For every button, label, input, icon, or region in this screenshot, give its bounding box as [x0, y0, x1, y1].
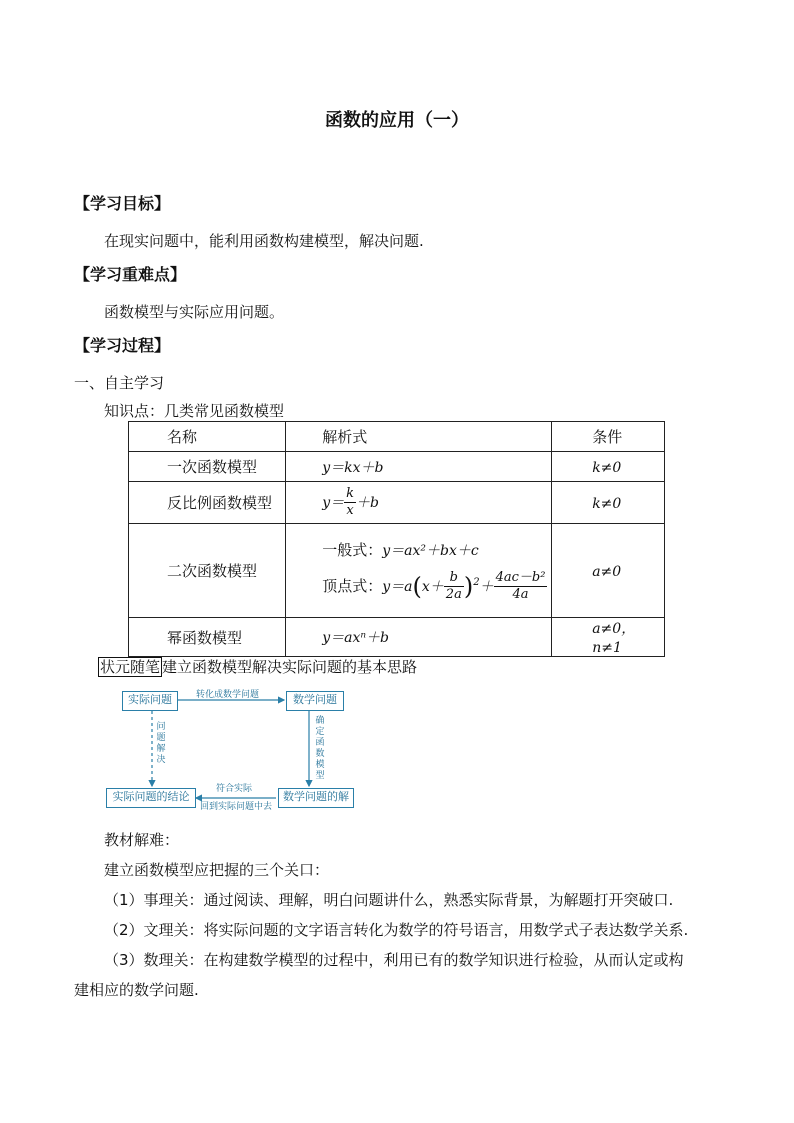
row-formula: y＝axⁿ＋b [322, 630, 390, 646]
fraction [444, 570, 464, 603]
row-condition: k≠0 [592, 459, 622, 476]
box-real-conclusion: 实际问题的结论 [106, 788, 196, 808]
fraction-numerator: 4ac－b² [495, 569, 546, 585]
vertex-prefix: y＝a [382, 578, 413, 595]
general-form-label: 一般式： [322, 540, 383, 559]
textbook-item-3-line-2: 建相应的数学问题. [74, 981, 199, 999]
textbook-item-1: （1）事理关：通过阅读、理解，明白问题讲什么，熟悉实际背景，为解题打开突破口. [104, 891, 674, 909]
page-title: 函数的应用（一） [325, 110, 469, 131]
fraction-numerator: k [346, 486, 355, 501]
fraction [344, 486, 356, 519]
note-text: 建立函数模型解决实际问题的基本思路 [162, 658, 418, 676]
plus-sign: ＋ [479, 578, 494, 595]
textbook-item-2: （2）文理关：将实际问题的文字语言转化为数学的符号语言，用数学式子表达数学关系. [104, 921, 689, 939]
row-name: 反比例函数模型 [129, 482, 286, 524]
row-condition: k≠0 [592, 495, 622, 512]
table-row [129, 452, 665, 482]
row-condition: a≠0 [592, 563, 622, 580]
textbook-intro: 建立函数模型应把握的三个关口： [104, 861, 330, 879]
box-real-problem: 实际问题 [122, 691, 178, 711]
process-heading: 【学习过程】 [74, 336, 171, 355]
fraction-denominator: 4a [512, 586, 529, 602]
textbook-item-3-line-1: （3）数理关：在构建数学模型的过程中，利用已有的数学知识进行检验，从而认定或构 [104, 951, 684, 969]
box-math-problem: 数学问题 [286, 691, 344, 711]
label-arrow-top: 转化成数学问题 [196, 690, 260, 700]
formula-prefix: y＝ [322, 495, 345, 511]
header-condition: 条件 [552, 422, 665, 452]
square-exponent: 2 [473, 576, 480, 588]
note-line [98, 657, 417, 677]
label-arrow-bottom-1: 符合实际 [216, 784, 253, 794]
key-heading: 【学习重难点】 [74, 265, 187, 284]
fraction-denominator: x [346, 503, 354, 518]
key-text: 函数模型与实际应用问题。 [104, 303, 285, 321]
general-form-formula: y＝ax²＋bx＋c [382, 542, 479, 559]
table-row [129, 524, 665, 618]
table-row [129, 618, 665, 657]
row-formula: y＝kx＋b [322, 459, 384, 476]
header-name: 名称 [129, 422, 286, 452]
textbook-heading: 教材解难： [104, 831, 180, 849]
note-stamp: 状元随笔 [100, 658, 161, 676]
self-study-heading: 一、自主学习 [74, 374, 165, 392]
row-name: 幂函数模型 [129, 618, 286, 657]
label-arrow-left: 问题解决 [156, 722, 166, 765]
formula-suffix: ＋b [356, 495, 380, 511]
table-header-row [129, 422, 665, 452]
row-name: 二次函数模型 [129, 524, 286, 618]
goal-heading: 【学习目标】 [74, 194, 171, 213]
left-paren: ( [412, 572, 422, 600]
right-paren: ) [463, 572, 474, 600]
fraction-denominator: 2a [445, 586, 462, 602]
function-model-table [128, 421, 665, 657]
row-condition: a≠0，n≠1 [592, 621, 636, 656]
row-name: 一次函数模型 [129, 452, 286, 482]
fraction-numerator: b [444, 570, 464, 587]
header-formula: 解析式 [286, 422, 552, 452]
box-math-solution: 数学问题的解 [278, 788, 354, 808]
knowledge-label: 知识点：几类常见函数模型 [104, 402, 285, 420]
vertex-mid: x＋ [421, 578, 444, 595]
fraction [494, 570, 548, 603]
flow-diagram [104, 686, 356, 810]
goal-text: 在现实问题中，能利用函数构建模型，解决问题. [104, 232, 424, 250]
table-row [129, 482, 665, 524]
vertex-form-label: 顶点式： [322, 576, 383, 595]
label-arrow-right: 确定函数模型 [315, 716, 325, 781]
label-arrow-bottom-2: 回到实际问题中去 [200, 802, 273, 812]
